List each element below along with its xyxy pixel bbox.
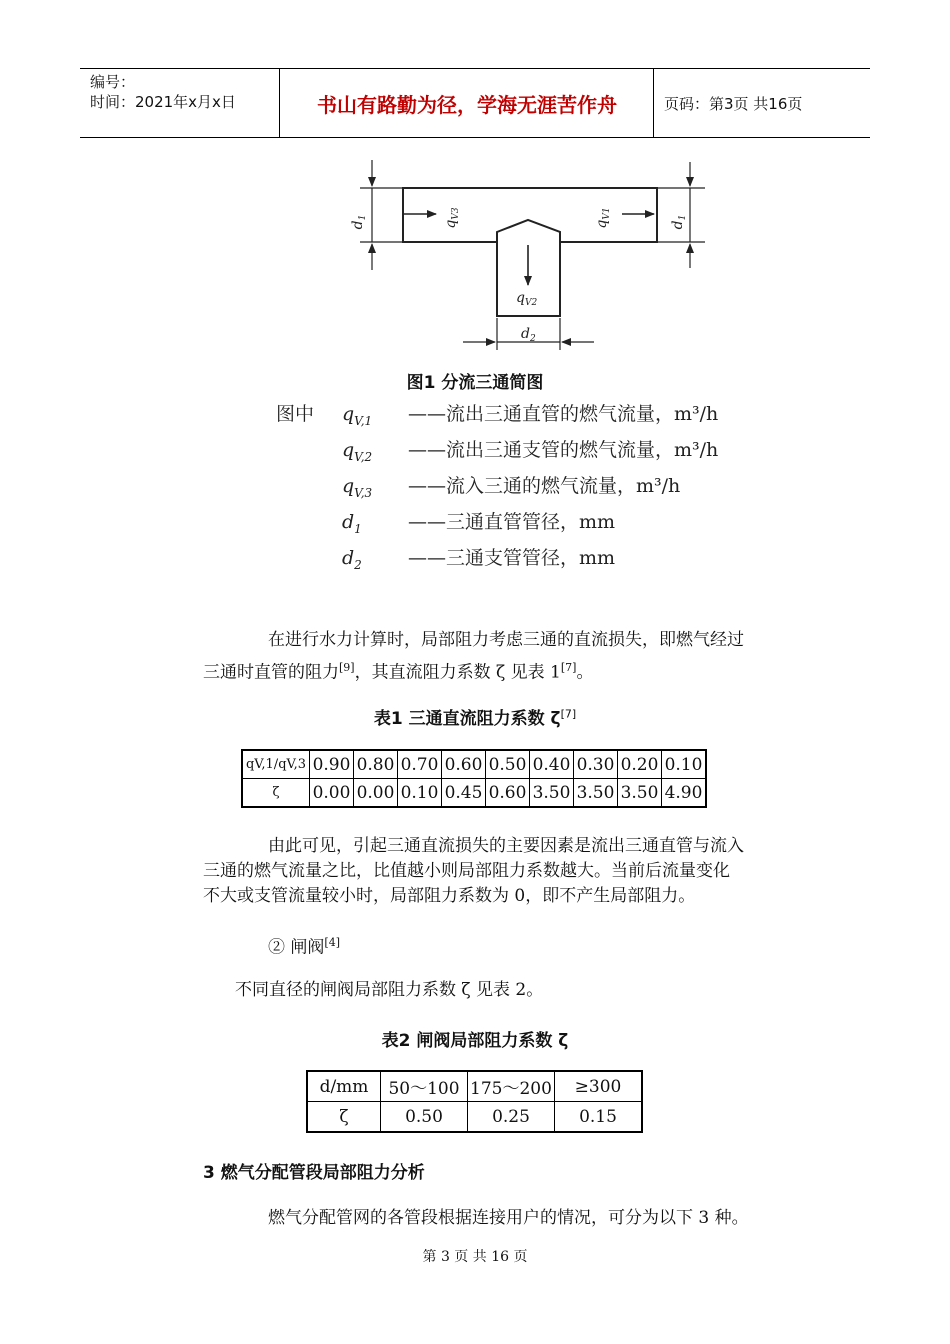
table-cell: 0.15 [555, 1102, 643, 1133]
legend-text: ——流出三通支管的燃气流量，m³/h [408, 439, 719, 461]
table-cell: 0.40 [530, 750, 574, 779]
table2-caption: 表2 闸阀局部阻力系数 ζ [381, 1031, 569, 1051]
table1-caption: 表1 三通直流阻力系数 ζ[7] [373, 707, 577, 729]
label-q2: q [516, 290, 525, 306]
para1-line2: 三通时直管的阻力[9]，其直流阻力系数 ζ 见表 1[7]。 [203, 661, 594, 683]
table-cell: 0.80 [354, 750, 398, 779]
label-d1-right: d [670, 220, 686, 230]
figure-caption: 图1 分流三通简图 [406, 373, 544, 393]
para3: 不同直径的闸阀局部阻力系数 ζ 见表 2。 [235, 980, 544, 1000]
item2-heading: ② 闸阀[4] [268, 936, 340, 958]
svg-text:d2: $d_2$ [521, 326, 536, 344]
header-page-info: 页码：第3页 共16页 [664, 94, 803, 113]
table-cell: 0.20 [618, 750, 662, 779]
legend-row: 图中 $q_{V,1}$ ——流出三通直管的燃气流量，m³/h [276, 396, 718, 432]
para1-line1: 在进行水力计算时，局部阻力考虑三通的直流损失，即燃气经过 [268, 630, 744, 650]
table-cell: ≥300 [555, 1071, 643, 1102]
label-d2: d [521, 326, 530, 342]
header-meta [80, 69, 280, 137]
table2 [306, 1070, 643, 1133]
para4: 燃气分配管网的各管段根据连接用户的情况，可分为以下 3 种。 [268, 1208, 749, 1228]
table-cell: ζ [242, 779, 310, 808]
citation: [7] [560, 661, 577, 674]
table-cell: 0.90 [310, 750, 354, 779]
legend-row: $q_{V,2}$ ——流出三通支管的燃气流量，m³/h [342, 439, 719, 464]
para2-line3: 不大或支管流量较小时，局部阻力系数为 0，即不产生局部阻力。 [203, 886, 696, 906]
table-row [242, 750, 706, 779]
table-cell: 0.60 [442, 750, 486, 779]
table-row [307, 1102, 642, 1133]
legend-text: ——三通支管管径，mm [408, 547, 616, 569]
svg-text:qV2: $q_{V2}$ [516, 290, 538, 308]
table-cell: 0.00 [310, 779, 354, 808]
table-cell: 0.10 [662, 750, 707, 779]
table-cell: 0.45 [442, 779, 486, 808]
header-date: 时间：2021年x月x日 [90, 93, 236, 111]
label-d1-left: d [350, 220, 366, 230]
table-cell: qV,1/qV,3 [242, 750, 310, 779]
header-id-label: 编号： [90, 73, 136, 91]
svg-text:d1: $d_1$ [350, 214, 368, 230]
legend-lead: 图中 [276, 403, 315, 425]
table-cell: d/mm [307, 1071, 381, 1102]
table1 [241, 749, 707, 808]
legend-text: ——流入三通的燃气流量，m³/h [408, 475, 681, 497]
tee-diagram [0, 150, 950, 365]
figure-legend [276, 396, 718, 576]
para2-line2: 三通的燃气流量之比，比值越小则局部阻力系数越大。当前后流量变化 [203, 861, 730, 881]
table-cell: 0.50 [486, 750, 530, 779]
citation: [4] [324, 936, 340, 949]
table-cell: 0.70 [398, 750, 442, 779]
header-motto: 书山有路勤为径，学海无涯苦作舟 [281, 69, 654, 137]
table-cell: 0.10 [398, 779, 442, 808]
table-cell: ζ [307, 1102, 381, 1133]
page-header [80, 68, 870, 138]
legend-row: $d_1$ ——三通直管管径，mm [342, 511, 616, 536]
legend-row: $q_{V,3}$ ——流入三通的燃气流量，m³/h [342, 475, 681, 500]
table-cell: 0.30 [574, 750, 618, 779]
legend-row: $d_2$ ——三通支管管径，mm [342, 547, 616, 572]
table-cell: 3.50 [530, 779, 574, 808]
table-row [242, 779, 706, 808]
svg-text:qV1: $q_{V1}$ [594, 207, 612, 229]
table-cell: 50～100 [381, 1071, 468, 1102]
section-heading: 3 燃气分配管段局部阻力分析 [203, 1163, 425, 1183]
table-cell: 3.50 [618, 779, 662, 808]
table-cell: 0.25 [468, 1102, 555, 1133]
table-cell: 0.50 [381, 1102, 468, 1133]
table-cell: 175～200 [468, 1071, 555, 1102]
legend-text: ——流出三通直管的燃气流量，m³/h [408, 403, 719, 425]
table-cell: 3.50 [574, 779, 618, 808]
table-cell: 0.60 [486, 779, 530, 808]
label-q3: q [443, 219, 459, 229]
svg-text:d1: $d_1$ [670, 214, 688, 230]
table-row [307, 1071, 642, 1102]
table-cell: 4.90 [662, 779, 707, 808]
legend-text: ——三通直管管径，mm [408, 511, 616, 533]
svg-text:qV3: $q_{V3}$ [443, 207, 461, 229]
citation: [9] [339, 661, 355, 674]
tee-body [403, 188, 657, 316]
page-footer: 第 3 页 共 16 页 [422, 1249, 528, 1265]
para2-line1: 由此可见，引起三通直流损失的主要因素是流出三通直管与流入 [268, 836, 744, 856]
label-q1: q [594, 219, 610, 229]
table-cell: 0.00 [354, 779, 398, 808]
